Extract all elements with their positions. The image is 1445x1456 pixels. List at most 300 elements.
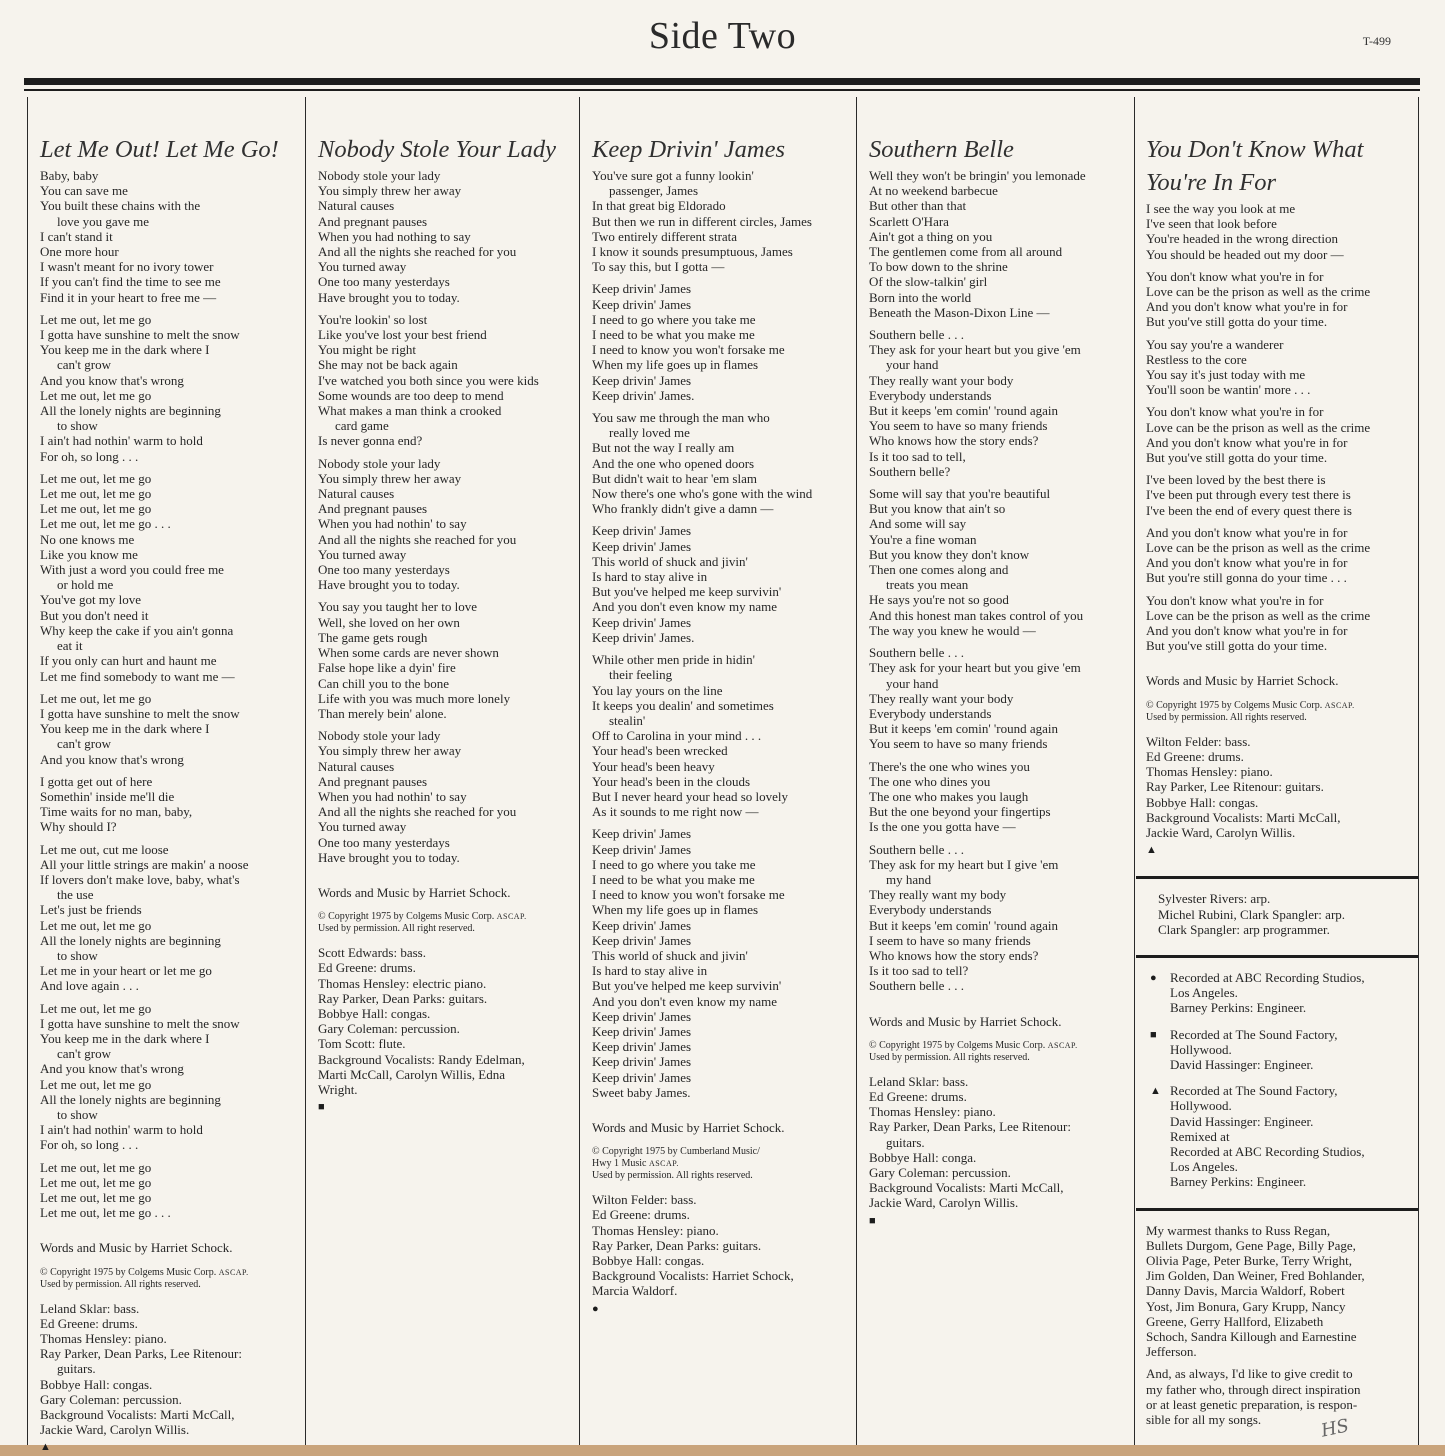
lyric-line: Let me out, let me go (40, 311, 152, 327)
lyric-line: Well they won't be bringin' you lemonade (869, 168, 1086, 183)
lyric-line: The way you knew he would — (869, 622, 1036, 638)
personnel-line: Bobbye Hall: congas. (1146, 794, 1259, 810)
songwriter-credit: Words and Music by Harriet Schock. (869, 1013, 1062, 1029)
lyric-line: Some wounds are too deep to mend (318, 387, 504, 403)
lyric-stanza (318, 168, 576, 305)
lyric-line: Let me out, let me go (40, 1174, 152, 1190)
thanks-line: or at least genetic preparation, is respon- (1146, 1396, 1358, 1412)
personnel-line: Leland Sklar: bass. (40, 1300, 140, 1316)
songwriter-credit: Words and Music by Harriet Schock. (1146, 673, 1339, 689)
lyric-line: And all the nights she reached for you (318, 244, 517, 260)
lyric-line: Let me out, let me go . . . (40, 1205, 171, 1221)
lyric-line: And you know that's wrong (40, 751, 184, 767)
copyright-line: © Copyright 1975 by Colgems Music Corp. ASCAP. (869, 1039, 1078, 1051)
lyric-line: In that great big Eldorado (592, 198, 726, 214)
lyric-line: You lay yours on the line (592, 682, 723, 698)
lyric-line: You should be headed out my door — (1146, 246, 1344, 262)
lyric-line: Let me out, let me go (40, 486, 152, 502)
lyric-line: The game gets rough (318, 629, 428, 645)
lyric-line: But you've helped me keep survivin' (592, 584, 782, 600)
lyric-line: I've been put through every test there is (1146, 487, 1351, 503)
lyric-line: Natural causes (318, 198, 395, 214)
lyric-line: really loved me (609, 425, 690, 441)
lyric-line: Keep drivin' James (592, 932, 692, 948)
lyric-line: What makes a man think a crooked (318, 403, 502, 419)
lyric-line: stealin' (609, 712, 646, 728)
thanks-line: Schoch, Sandra Killough and Earnestine (1146, 1328, 1357, 1344)
personnel-line: Gary Coleman: percussion. (40, 1391, 182, 1407)
lyric-stanza (869, 168, 1131, 320)
lyric-line: They really want your body (869, 372, 1014, 388)
song-column-you-dont-know (1146, 110, 1414, 1445)
personnel-line: Background Vocalists: Harriet Schock, (592, 1268, 794, 1284)
lyric-line: Scarlett O'Hara (869, 213, 949, 229)
lyric-line: One more hour (40, 244, 119, 260)
lyric-line: Southern belle? (869, 463, 951, 479)
copyright-line: Used by permission. All rights reserved. (869, 1051, 1030, 1063)
song-title: Keep Drivin' James (592, 136, 786, 163)
lyric-line: At no weekend barbecue (869, 183, 998, 199)
lyric-line: But didn't wait to hear 'em slam (592, 470, 757, 486)
extra-personnel (1146, 891, 1414, 937)
lyric-line: I need to be what you make me (592, 327, 755, 343)
lyric-line: I've seen that look before (1146, 216, 1277, 232)
lyric-line: Keep drivin' James (592, 1023, 692, 1039)
lyric-line: Find it in your heart to free me — (40, 289, 217, 305)
lyric-stanza (869, 486, 1131, 638)
lyric-line: The one who dines you (869, 773, 991, 789)
personnel-line: Wilton Felder: bass. (1146, 733, 1251, 749)
legend-line: Barney Perkins: Engineer. (1170, 1000, 1307, 1016)
lyric-line: This world of shuck and jivin' (592, 947, 748, 963)
lyric-line: Is it too sad to tell? (869, 963, 969, 979)
lyric-line: Who knows how the story ends? (869, 947, 1039, 963)
lyric-line: Keep drivin' James (592, 1069, 692, 1085)
lyric-line: Nobody stole your lady (318, 728, 441, 744)
lyric-line: All the lonely nights are beginning (40, 403, 221, 419)
lyric-line: When you had nothin' to say (318, 516, 467, 532)
studio-mark-icon: ▲ (1146, 844, 1157, 857)
songwriter-credit: Words and Music by Harriet Schock. (592, 1119, 785, 1135)
lyric-line: Keep drivin' James (592, 1008, 692, 1024)
copyright-line: Used by permission. All rights reserved. (1146, 711, 1307, 723)
lyric-line: Keep drivin' James (592, 281, 692, 297)
lyric-line: You say you taught her to love (318, 599, 478, 615)
lyric-line: Have brought you to today. (318, 289, 460, 305)
lyric-line: You turned away (318, 819, 407, 835)
lyric-stanza (1146, 201, 1414, 262)
lyric-line: They ask for my heart but I give 'em (869, 856, 1059, 872)
lyric-line: Natural causes (318, 758, 395, 774)
copyright-line: © Copyright 1975 by Colgems Music Corp. ASCAP. (1146, 699, 1355, 711)
lyric-line: To bow down to the shrine (869, 259, 1008, 275)
lyric-line: The gentlemen come from all around (869, 244, 1063, 260)
lyric-line: Your head's been in the clouds (592, 773, 751, 789)
lyric-stanza (318, 599, 576, 721)
lyric-line: Southern belle . . . (869, 645, 964, 661)
copyright-society: ASCAP. (648, 1159, 679, 1169)
legend-line: Los Angeles. (1170, 1159, 1238, 1175)
lyric-line: And some will say (869, 516, 967, 532)
lyric-line: the use (57, 887, 94, 903)
lyric-line: You've got my love (40, 592, 142, 608)
personnel-line: Ray Parker, Lee Ritenour: guitars. (1146, 779, 1324, 795)
legend-item (1150, 970, 1414, 1016)
column-divider (856, 97, 857, 1445)
column-divider (27, 97, 28, 1445)
personnel-line: Thomas Hensley: piano. (40, 1331, 167, 1347)
personnel-line: Tom Scott: flute. (318, 1036, 406, 1052)
lyric-line: Like you've lost your best friend (318, 327, 487, 343)
personnel-list (318, 945, 576, 1097)
copyright-line: Used by permission. All rights reserved. (592, 1170, 753, 1182)
lyric-line: passenger, James (609, 183, 699, 199)
lyric-line: Natural causes (318, 486, 395, 502)
lyric-line: You don't know what you're in for (1146, 404, 1324, 420)
lyric-line: I know it sounds presumptuous, James (592, 244, 793, 260)
lyric-stanza (40, 691, 302, 767)
personnel-line: Wilton Felder: bass. (592, 1192, 697, 1208)
lyric-stanza (1146, 337, 1414, 398)
lyric-line: I need to be what you make me (592, 871, 755, 887)
legend-line: Hollywood. (1170, 1098, 1232, 1114)
column-divider (305, 97, 306, 1445)
lyric-stanza (592, 281, 854, 403)
personnel-list (40, 1301, 302, 1438)
lyric-line: can't grow (57, 736, 111, 752)
personnel-line: Sylvester Rivers: arp. (1158, 891, 1271, 907)
thanks-paragraph (1146, 1223, 1414, 1360)
lyric-line: And pregnant pauses (318, 773, 428, 789)
lyric-line: your hand (886, 675, 939, 691)
lyric-line: And you don't know what you're in for (1146, 299, 1348, 315)
legend-item (1150, 1083, 1414, 1189)
personnel-list (1146, 734, 1414, 840)
thanks-line: Bullets Durgom, Gene Page, Billy Page, (1146, 1237, 1356, 1253)
lyric-line: Who frankly didn't give a damn — (592, 501, 774, 517)
legend-symbol-icon: ▲ (1150, 1085, 1161, 1098)
lyric-line: You turned away (318, 546, 407, 562)
lyric-line: But you don't need it (40, 607, 149, 623)
personnel-list (869, 1074, 1131, 1211)
lyric-line: All the lonely nights are beginning (40, 1091, 221, 1107)
thanks-line: And, as always, I'd like to give credit to (1146, 1366, 1353, 1382)
lyric-line: And you know that's wrong (40, 372, 184, 388)
personnel-line: Thomas Hensley: piano. (592, 1222, 719, 1238)
personnel-line: Leland Sklar: bass. (869, 1073, 969, 1089)
lyric-line: He says you're not so good (869, 592, 1009, 608)
lyric-line: Time waits for no man, baby, (40, 804, 193, 820)
personnel-line: Background Vocalists: Marti McCall, (869, 1180, 1064, 1196)
copyright-line: Used by permission. All rights reserved. (40, 1278, 201, 1290)
lyric-line: Keep drivin' James (592, 296, 692, 312)
lyric-line: You're lookin' so lost (318, 311, 428, 327)
lyric-line: And you don't know what you're in for (1146, 524, 1348, 540)
lyric-line: I gotta have sunshine to melt the snow (40, 327, 240, 343)
lyric-line: But you know that ain't so (869, 501, 1006, 517)
lyric-line: Let me out, let me go (40, 501, 152, 517)
studio-mark-icon: ■ (869, 1214, 876, 1227)
lyric-line: I've been the end of every quest there is (1146, 502, 1352, 518)
lyric-line: They ask for your heart but you give 'em (869, 660, 1081, 676)
personnel-line: Michel Rubini, Clark Spangler: arp. (1158, 906, 1346, 922)
thanks-paragraph (1146, 1366, 1414, 1427)
lyric-line: I ain't had nothin' warm to hold (40, 433, 203, 449)
lyric-line: Nobody stole your lady (318, 168, 441, 183)
lyric-line: I need to go where you take me (592, 856, 756, 872)
lyric-line: Keep drivin' James (592, 1039, 692, 1055)
lyric-line: can't grow (57, 357, 111, 373)
lyric-stanza (1146, 269, 1414, 330)
lyric-line: Let me out, let me go (40, 1076, 152, 1092)
header-rule-thick (24, 78, 1420, 85)
handwritten-initials: HS (1319, 1415, 1351, 1442)
legend-line: Los Angeles. (1170, 985, 1238, 1001)
personnel-line: guitars. (57, 1361, 96, 1377)
lyric-line: But then we run in different circles, James (592, 213, 812, 229)
lyric-line: Let me out, let me go (40, 1000, 152, 1016)
lyric-line: But it keeps 'em comin' 'round again (869, 403, 1058, 419)
lyric-line: Like you know me (40, 546, 138, 562)
lyric-line: You built these chains with the (40, 198, 201, 214)
personnel-line: Ed Greene: drums. (1146, 748, 1244, 764)
lyric-line: But you've still gotta do your time. (1146, 314, 1328, 330)
copyright-society: ASCAP. (1047, 1040, 1078, 1050)
lyric-line: Why should I? (40, 819, 117, 835)
song-column-nobody-stole-your-lady (318, 110, 576, 1445)
studio-mark-icon: ● (592, 1302, 599, 1315)
lyric-line: Well, she loved on her own (318, 614, 460, 630)
lyric-stanza (1146, 525, 1414, 586)
thanks-line: my father who, through direct inspiration (1146, 1381, 1361, 1397)
songwriter-credit: Words and Music by Harriet Schock. (318, 884, 511, 900)
personnel-line: Ed Greene: drums. (318, 960, 416, 976)
lyric-line: But you've still gotta do your time. (1146, 450, 1328, 466)
legend-text (1170, 1083, 1365, 1189)
copyright-line: Used by permission. All right reserved. (318, 923, 475, 935)
lyric-line: False hope like a dyin' fire (318, 660, 456, 676)
lyric-stanza (40, 1160, 302, 1221)
lyric-line: Now there's one who's gone with the wind (592, 486, 813, 502)
legend-line: Remixed at (1170, 1128, 1230, 1144)
lyric-line: eat it (57, 638, 83, 654)
lyric-line: Baby, baby (40, 168, 99, 183)
thanks-line: Danny Davis, Marcia Waldorf, Robert (1146, 1283, 1345, 1299)
lyric-line: You can save me (40, 183, 128, 199)
column-divider (1134, 97, 1135, 1445)
lyric-line: Keep drivin' James. (592, 387, 695, 403)
lyric-line: Sweet baby James. (592, 1084, 691, 1100)
thanks-line: Jefferson. (1146, 1344, 1197, 1360)
lyric-line: Let me find somebody to want me — (40, 668, 235, 684)
lyric-line: I gotta have sunshine to melt the snow (40, 1015, 240, 1031)
personnel-line: Scott Edwards: bass. (318, 945, 426, 961)
copyright-line: © Copyright 1975 by Colgems Music Corp. ASCAP. (318, 911, 527, 923)
personnel-line: Background Vocalists: Randy Edelman, (318, 1051, 525, 1067)
lyric-line: All the lonely nights are beginning (40, 932, 221, 948)
lyric-line: Nobody stole your lady (318, 455, 441, 471)
lyric-line: You'll soon be wantin' more . . . (1146, 382, 1311, 398)
personnel-line: Jackie Ward, Carolyn Willis. (869, 1195, 1019, 1211)
lyric-line: You might be right (318, 342, 416, 358)
lyric-line: Restless to the core (1146, 351, 1247, 367)
lyric-line: I need to know you won't forsake me (592, 342, 785, 358)
lyric-line: Keep drivin' James. (592, 629, 695, 645)
lyric-line: You seem to have so many friends (869, 418, 1048, 434)
lyric-line: But you're still gonna do your time . . . (1146, 570, 1347, 586)
personnel-line: guitars. (886, 1134, 925, 1150)
copyright-society: ASCAP. (496, 912, 527, 922)
header-rule-thin (24, 89, 1420, 91)
lyric-line: Can chill you to the bone (318, 675, 450, 691)
lyric-stanza (1146, 593, 1414, 654)
lyric-line: Everybody understands (869, 902, 992, 918)
lyric-line: She may not be back again (318, 357, 458, 373)
lyric-line: With just a word you could free me (40, 562, 224, 578)
lyric-line: They ask for your heart but you give 'em (869, 342, 1081, 358)
song-title: Nobody Stole Your Lady (318, 136, 556, 163)
personnel-line: Bobbye Hall: congas. (40, 1376, 153, 1392)
copyright-notice (592, 1146, 854, 1182)
lyric-line: Why keep the cake if you ain't gonna (40, 622, 234, 638)
lyric-line: You don't know what you're in for (1146, 268, 1324, 284)
lyric-line: can't grow (57, 1046, 111, 1062)
lyric-line: Your head's been wrecked (592, 743, 728, 759)
lyric-line: my hand (886, 871, 932, 887)
personnel-line: Gary Coleman: percussion. (869, 1164, 1011, 1180)
lyric-line: I wasn't meant for no ivory tower (40, 259, 214, 275)
personnel-line: Thomas Hensley: piano. (869, 1104, 996, 1120)
legend-line: David Hassinger: Engineer. (1170, 1113, 1314, 1129)
personnel-line: Ray Parker, Dean Parks: guitars. (592, 1237, 762, 1253)
legend-line: Recorded at The Sound Factory, (1170, 1083, 1338, 1099)
personnel-line: Ray Parker, Dean Parks, Lee Ritenour: (40, 1346, 243, 1362)
section-rule (1136, 1208, 1418, 1211)
lyric-line: When my life goes up in flames (592, 902, 759, 918)
lyric-line: You don't know what you're in for (1146, 592, 1324, 608)
studio-legend (1146, 970, 1414, 1190)
legend-line: David Hassinger: Engineer. (1170, 1056, 1314, 1072)
lyric-line: to show (57, 1106, 98, 1122)
lyric-stanza (318, 728, 576, 865)
thanks-line: Yost, Jim Bonura, Gary Krupp, Nancy (1146, 1298, 1346, 1314)
lyric-line: While other men pride in hidin' (592, 652, 755, 668)
lyric-line: treats you mean (886, 577, 969, 593)
lyric-line: And the one who opened doors (592, 455, 755, 471)
lyric-line: You turned away (318, 259, 407, 275)
personnel-line: Jackie Ward, Carolyn Willis. (40, 1422, 190, 1438)
lyric-line: And this honest man takes control of you (869, 607, 1084, 623)
lyric-line: Who knows how the story ends? (869, 433, 1039, 449)
thanks-line: sible for all my songs. (1146, 1412, 1262, 1427)
lyric-line: Let me out, let me go (40, 1190, 152, 1205)
lyric-stanza (1146, 404, 1414, 465)
legend-symbol-icon: ■ (1150, 1028, 1157, 1041)
lyric-line: And you don't know what you're in for (1146, 434, 1348, 450)
copyright-notice (1146, 700, 1414, 724)
lyric-line: to show (57, 947, 98, 963)
lyric-stanza (1146, 472, 1414, 518)
lyric-line: When some cards are never shown (318, 645, 499, 661)
lyric-line: Keep drivin' James (592, 917, 692, 933)
lyric-line: Somethin' inside me'll die (40, 788, 175, 804)
lyric-line: Keep drivin' James (592, 523, 692, 539)
lyric-line: They really want my body (869, 887, 1007, 903)
lyric-line: Southern belle . . . (869, 841, 964, 857)
lyric-line: When my life goes up in flames (592, 357, 759, 373)
personnel-line: Ray Parker, Dean Parks: guitars. (318, 990, 488, 1006)
lyric-line: Keep drivin' James (592, 1054, 692, 1070)
copyright-line: © Copyright 1975 by Cumberland Music/ (592, 1146, 760, 1158)
lyric-line: I've watched you both since you were kids (318, 372, 539, 388)
lyric-line: Is the one you gotta have — (869, 819, 1016, 835)
legend-line: Recorded at ABC Recording Studios, (1170, 969, 1365, 985)
section-rule (1136, 955, 1418, 958)
thanks-line: My warmest thanks to Russ Regan, (1146, 1222, 1331, 1238)
lyric-line: You say you're a wanderer (1146, 336, 1284, 352)
lyric-line: Keep drivin' James (592, 826, 692, 842)
lyric-line: And you know that's wrong (40, 1061, 184, 1077)
lyric-line: Keep drivin' James (592, 841, 692, 857)
lyric-line: You say it's just today with me (1146, 367, 1306, 383)
lyric-line: Have brought you to today. (318, 849, 460, 865)
lyric-line: Everybody understands (869, 705, 992, 721)
lyric-stanza (592, 523, 854, 645)
lyric-line: or hold me (57, 577, 114, 593)
legend-line: Hollywood. (1170, 1041, 1232, 1057)
lyric-line: Of the slow-talkin' girl (869, 274, 988, 290)
lyric-stanza (40, 774, 302, 835)
lyric-line: Is hard to stay alive in (592, 963, 708, 979)
lyric-line: It keeps you dealin' and sometimes (592, 697, 774, 713)
lyric-line: But not the way I really am (592, 440, 735, 456)
lyric-line: You're a fine woman (869, 531, 977, 547)
lyric-line: Ain't got a thing on you (869, 228, 993, 244)
song-title: You're In For (1146, 169, 1277, 196)
lyric-line: Off to Carolina in your mind . . . (592, 728, 762, 744)
section-rule (1136, 876, 1418, 879)
lyric-line: And you don't even know my name (592, 599, 778, 615)
lyric-stanza (40, 312, 302, 464)
lyric-line: Love can be the prison as well as the crime (1146, 284, 1371, 300)
lyric-stanza (592, 652, 854, 819)
copyright-notice (318, 911, 576, 935)
lyric-line: You seem to have so many friends (869, 736, 1048, 752)
lyric-line: I ain't had nothin' warm to hold (40, 1122, 203, 1138)
lyric-stanza (592, 826, 854, 1100)
lyric-line: love you gave me (57, 213, 150, 229)
personnel-line: Marcia Waldorf. (592, 1283, 678, 1299)
lyric-line: Born into the world (869, 289, 972, 305)
lyric-line: You keep me in the dark where I (40, 342, 210, 358)
lyric-line: All your little strings are makin' a noose (40, 856, 249, 872)
lyric-stanza (40, 842, 302, 994)
lyric-line: Love can be the prison as well as the crime (1146, 607, 1371, 623)
lyric-line: Is hard to stay alive in (592, 569, 708, 585)
legend-item (1150, 1027, 1414, 1073)
lyric-stanza (592, 410, 854, 516)
lyric-line: Let me out, let me go (40, 690, 152, 706)
studio-mark-icon: ▲ (40, 1441, 51, 1454)
lyric-line: You saw me through the man who (592, 410, 770, 426)
lyric-stanza (318, 456, 576, 593)
lyric-stanza (318, 312, 576, 449)
lyric-line: You simply threw her away (318, 470, 462, 486)
lyric-line: Let me out, let me go (40, 917, 152, 933)
catalog-number: T-499 (1362, 34, 1391, 48)
legend-line: Recorded at ABC Recording Studios, (1170, 1143, 1365, 1159)
lyric-line: Two entirely different strata (592, 228, 738, 244)
